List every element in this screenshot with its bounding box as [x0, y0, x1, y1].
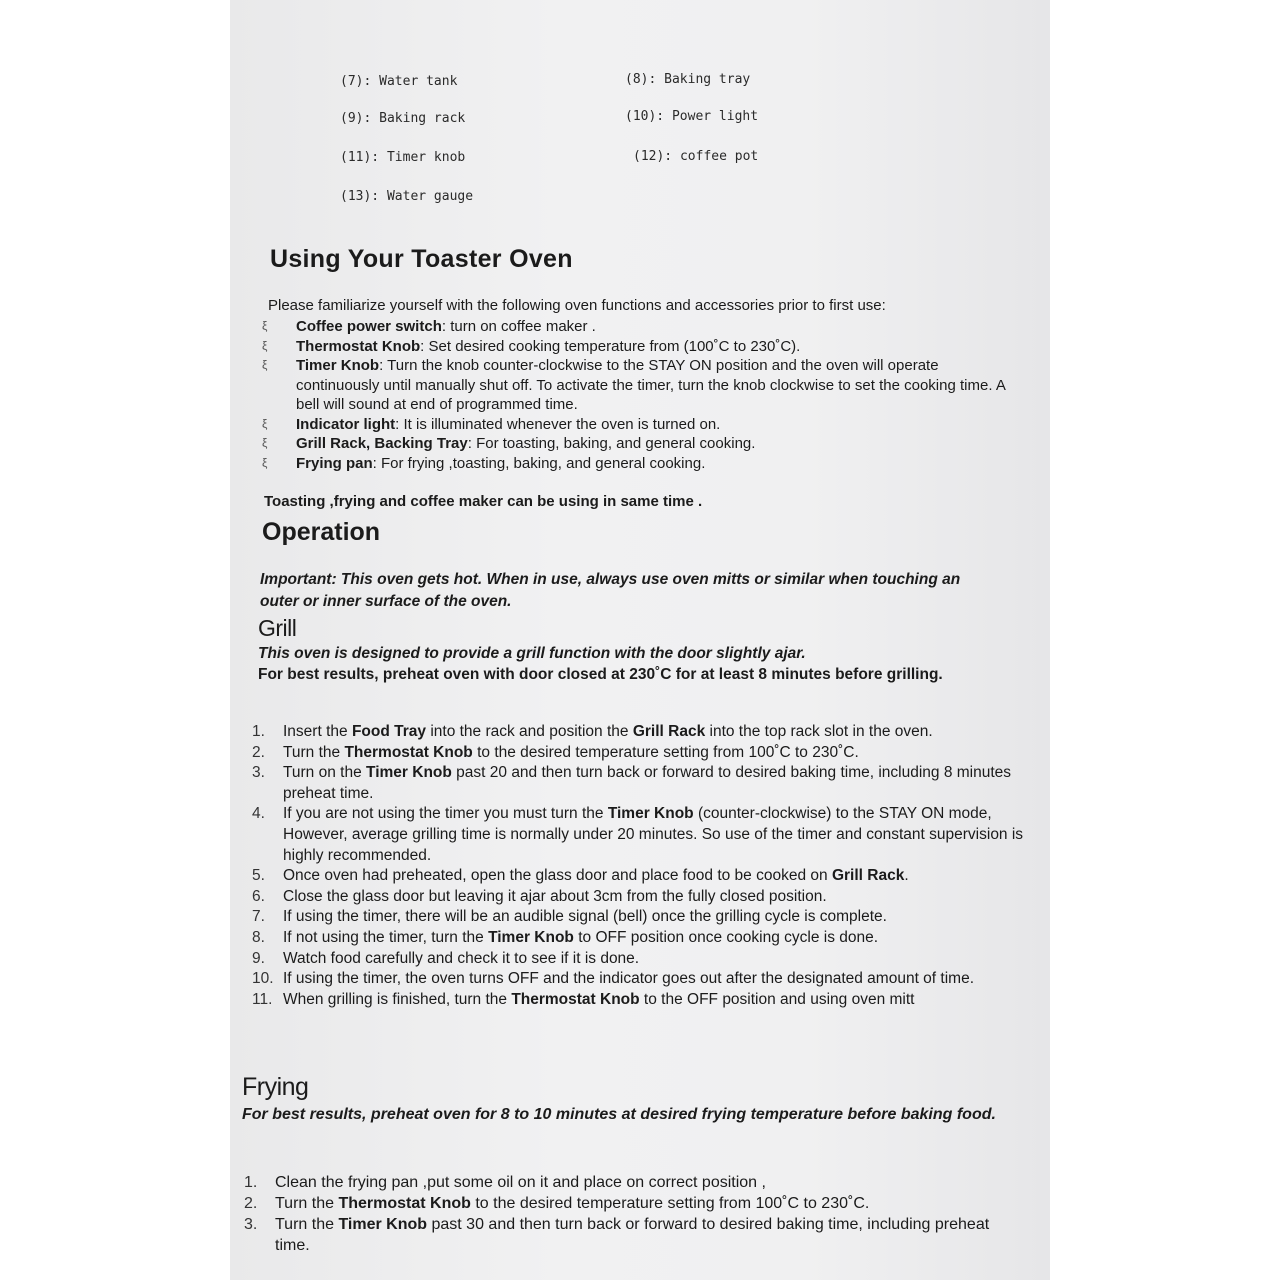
- numbered-step: [246, 743, 1036, 764]
- bullet-icon: ξ: [262, 416, 268, 431]
- section-heading-frying: Frying: [242, 1073, 309, 1101]
- part-item: (7): Water tank: [340, 74, 458, 89]
- step-number: 9.: [252, 949, 265, 967]
- step-term: Timer Knob: [338, 1216, 428, 1233]
- numbered-step: [246, 866, 1036, 887]
- bullet-icon: ξ: [262, 358, 268, 372]
- step-number: 4.: [252, 805, 265, 823]
- bleed-through-text: [1024, 170, 1030, 193]
- step-text: When grilling is finished, turn the: [283, 990, 512, 1008]
- frying-intro: For best results, preheat oven for 8 to 10 minutes at desired frying temperature before baking food.: [242, 1106, 996, 1123]
- step-number: 3.: [244, 1216, 258, 1233]
- safety-warning: Important: This oven gets hot. When in use, always use oven mitts or similar when touching an outer or inner surface of the oven.: [260, 571, 961, 610]
- grill-intro-bold: For best results, preheat oven with door closed at 230˚C for at least 8 minutes before grilling.: [258, 666, 943, 683]
- step-number: 6.: [252, 887, 265, 905]
- step-text: into the rack and position the: [426, 723, 633, 740]
- grill-intro-italic: This oven is designed to provide a grill function with the door slightly ajar.: [258, 645, 806, 662]
- grill-steps-list: [246, 722, 1036, 1010]
- numbered-step: [238, 1214, 1028, 1256]
- step-term: Thermostat Knob: [511, 990, 640, 1008]
- numbered-step: [246, 907, 1036, 928]
- numbered-step: [246, 928, 1036, 949]
- bullet-icon: ξ: [262, 455, 268, 470]
- step-text: Watch food carefully and check it to see if it is done.: [283, 949, 640, 967]
- section-heading-operation: Operation: [262, 518, 381, 546]
- step-text: Turn on the: [283, 764, 367, 782]
- step-term: Timer Knob: [488, 928, 574, 946]
- step-text: past 30 and then turn back or forward to desired baking time, including preheat time.: [275, 1216, 990, 1254]
- step-term: Food Tray: [351, 723, 427, 740]
- numbered-step: [246, 722, 1036, 743]
- step-text: If not using the timer, turn the: [283, 928, 489, 946]
- step-number: 10.: [252, 970, 274, 988]
- part-item: (12): coffee pot: [633, 149, 759, 164]
- list-item: ξ Coffee power switch: turn on coffee maker .: [262, 318, 596, 335]
- bullet-icon: ξ: [262, 436, 268, 450]
- step-text: Turn the: [275, 1195, 339, 1212]
- part-item: (9): Baking rack: [340, 111, 466, 126]
- step-number: 11.: [252, 990, 273, 1008]
- list-item: ξ Frying pan: For frying ,toasting, baking, and general cooking.: [262, 454, 706, 472]
- step-number: 2.: [244, 1195, 258, 1212]
- numbered-step: [246, 990, 1036, 1011]
- step-text: to the desired temperature setting from 100˚C to 230˚C.: [472, 743, 859, 761]
- list-item: ξ Timer Knob: Turn the knob counter-clockwise to the STAY ON position and the oven will operate continuously until manually shut off. To activate the timer, turn the knob clockwise to set the cooking time. A bell will sound at end of programmed time.: [262, 357, 1005, 413]
- list-item: ξ Thermostat Knob: Set desired cooking temperature from (100˚C to 230˚C).: [262, 337, 801, 355]
- numbered-step: [246, 887, 1036, 908]
- grill-intro: [258, 643, 1018, 685]
- step-text: to the OFF position and using oven mitt: [639, 990, 915, 1008]
- bullet-icon: ξ: [262, 319, 268, 333]
- step-text: .: [904, 867, 909, 885]
- part-item: (11): Timer knob: [340, 150, 466, 165]
- step-term: Thermostat Knob: [338, 1195, 471, 1212]
- list-item: ξ Indicator light: It is illuminated whenever the oven is turned on.: [262, 415, 721, 433]
- step-term: Thermostat Knob: [344, 743, 473, 761]
- step-text: past 20 and then turn back or forward to desired baking time, including 8 minutes preheat time.: [283, 764, 1012, 802]
- step-number: 5.: [252, 867, 265, 885]
- numbered-step: [246, 969, 1036, 990]
- step-text: Insert the: [283, 723, 352, 740]
- step-text: If using the timer, the oven turns OFF and the indicator goes out after the designated amount of time.: [283, 970, 975, 988]
- step-text: Close the glass door but leaving it ajar about 3cm from the fully closed position.: [283, 887, 827, 905]
- section-heading-using: Using Your Toaster Oven: [270, 245, 573, 273]
- step-text: Turn the: [275, 1216, 339, 1233]
- step-number: 3.: [252, 764, 265, 782]
- numbered-step: [246, 949, 1036, 970]
- step-term: Timer Knob: [366, 764, 452, 782]
- manual-page: [230, 0, 1050, 1280]
- section-heading-grill: Grill: [258, 615, 297, 641]
- step-number: 2.: [252, 743, 265, 761]
- step-term: Grill Rack: [632, 723, 706, 740]
- step-text: (counter-clockwise) to the STAY ON mode, However, average grilling time is normally under 20 minutes. So use of the timer and constant supervision is highly recommended.: [283, 805, 1024, 864]
- numbered-step: [238, 1193, 1028, 1214]
- step-term: Grill Rack: [831, 867, 905, 885]
- part-item: (10): Power light: [625, 109, 759, 124]
- step-text: If using the timer, there will be an audible signal (bell) once the grilling cycle is complete.: [283, 908, 887, 926]
- step-term: Timer Knob: [607, 805, 694, 823]
- numbered-step: [246, 763, 1036, 804]
- step-number: 1.: [244, 1174, 258, 1191]
- usage-note: Toasting ,frying and coffee maker can be using in same time .: [264, 493, 703, 510]
- part-item: (8): Baking tray: [625, 72, 751, 87]
- frying-steps-list: [238, 1172, 1028, 1256]
- step-text: Turn the: [283, 743, 345, 761]
- step-text: into the top rack slot in the oven.: [705, 723, 933, 740]
- bullet-icon: ξ: [262, 338, 268, 353]
- step-text: to the desired temperature setting from 100˚C to 230˚C.: [470, 1195, 870, 1212]
- numbered-step: [238, 1172, 1028, 1193]
- step-text: to OFF position once cooking cycle is done.: [573, 928, 879, 946]
- list-item: ξ Grill Rack, Backing Tray: For toasting, baking, and general cooking.: [262, 435, 756, 452]
- part-item: (13): Water gauge: [340, 189, 474, 204]
- function-list: [262, 317, 1022, 473]
- step-text: If you are not using the timer you must turn the: [283, 805, 608, 823]
- step-number: 1.: [252, 723, 265, 740]
- step-text: Clean the frying pan ,put some oil on it and place on correct position ,: [275, 1174, 766, 1191]
- numbered-step: [246, 804, 1036, 866]
- step-number: 7.: [252, 908, 265, 926]
- step-text: Once oven had preheated, open the glass door and place food to be cooked on: [283, 867, 832, 885]
- section-intro: Please familiarize yourself with the following oven functions and accessories prior to first use:: [268, 297, 886, 314]
- step-number: 8.: [252, 928, 265, 946]
